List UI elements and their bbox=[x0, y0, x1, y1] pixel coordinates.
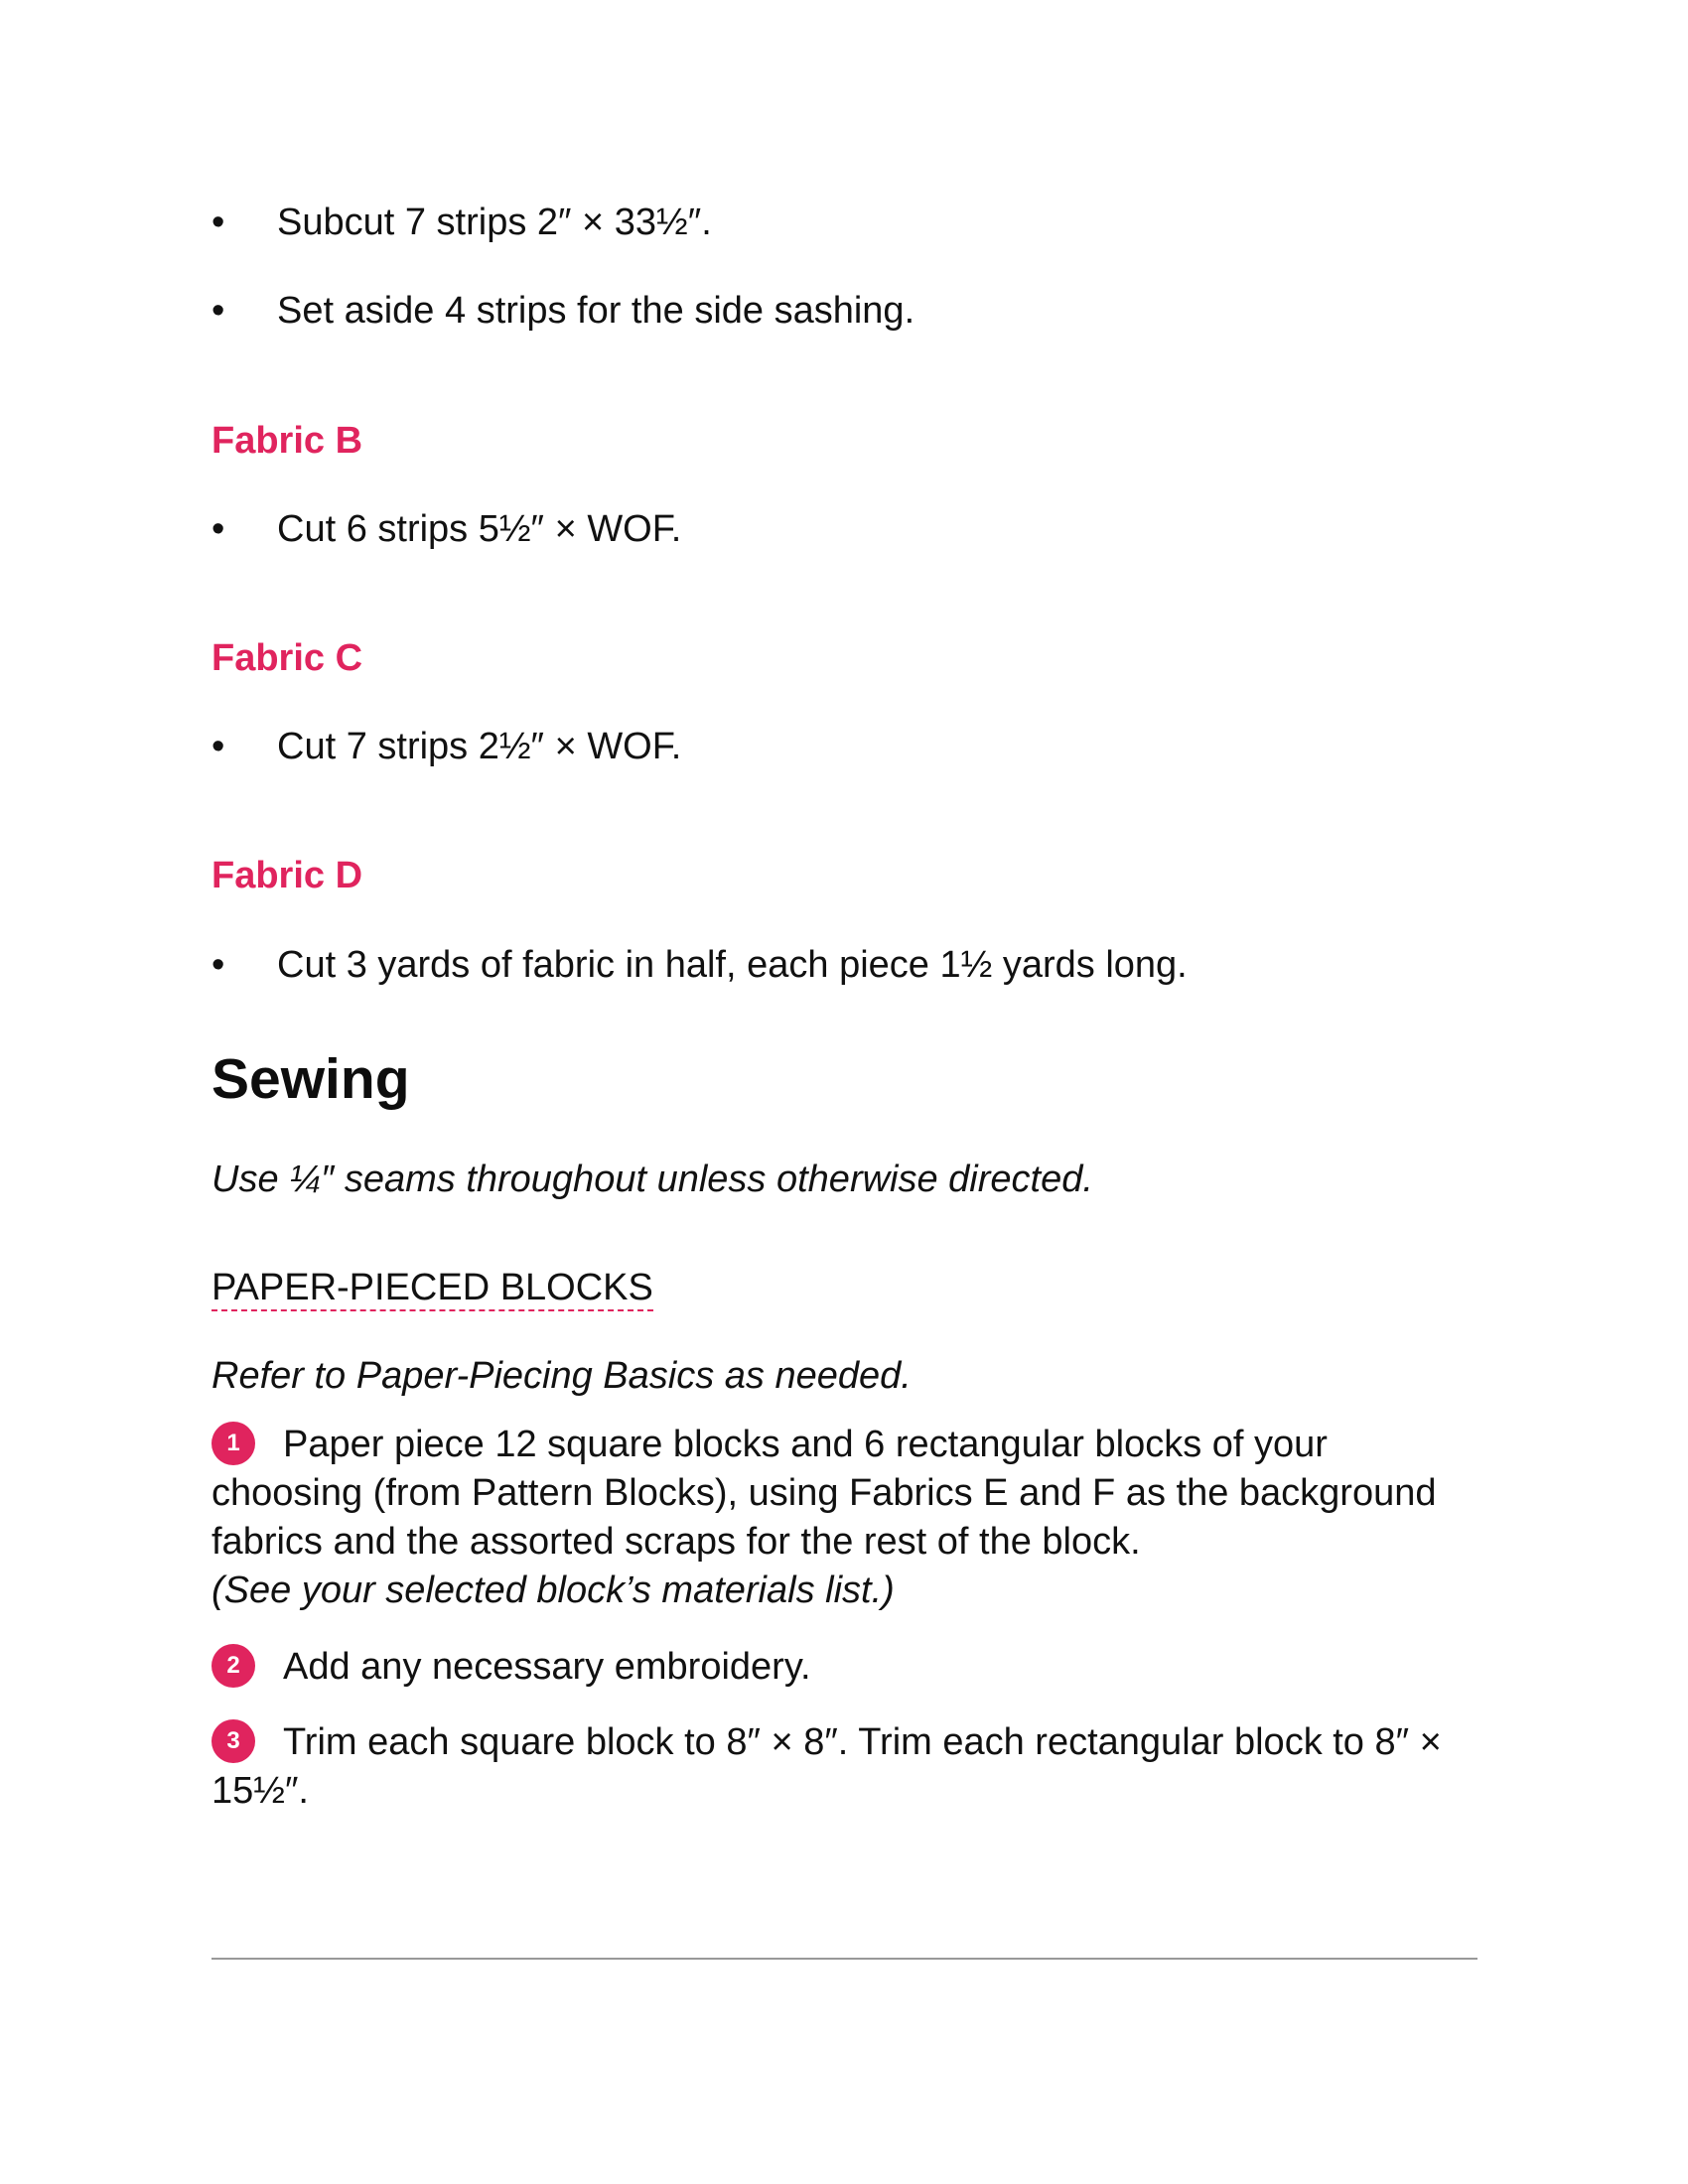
bullet-icon: • bbox=[211, 202, 225, 243]
seam-note: Use ¼″ seams throughout unless otherwise directed. bbox=[211, 1159, 1093, 1200]
fabric-d-heading: Fabric D bbox=[211, 855, 363, 896]
bullet-icon: • bbox=[211, 290, 225, 332]
list-item-text: Cut 7 strips 2½″ × WOF. bbox=[277, 726, 682, 767]
step-number-badge: 3 bbox=[211, 1719, 255, 1763]
step-2 bbox=[211, 1643, 1477, 1692]
list-item-text: Cut 3 yards of fabric in half, each piece 1½ yards long. bbox=[277, 944, 1188, 986]
sewing-section-title: Sewing bbox=[211, 1047, 410, 1111]
bullet-icon: • bbox=[211, 508, 225, 550]
refer-note: Refer to Paper-Piecing Basics as needed. bbox=[211, 1355, 912, 1397]
step-text: Add any necessary embroidery. bbox=[283, 1646, 811, 1688]
step-number-badge: 2 bbox=[211, 1644, 255, 1688]
list-item-text: Subcut 7 strips 2″ × 33½″. bbox=[277, 202, 712, 243]
bullet-icon: • bbox=[211, 944, 225, 986]
step-number-badge: 1 bbox=[211, 1422, 255, 1465]
step-3 bbox=[211, 1718, 1477, 1816]
bullet-icon: • bbox=[211, 726, 225, 767]
step-1 bbox=[211, 1421, 1477, 1615]
list-item-text: Cut 6 strips 5½″ × WOF. bbox=[277, 508, 682, 550]
step-text: Trim each square block to 8″ × 8″. Trim each rectangular block to 8″ × 15½″. bbox=[211, 1721, 1442, 1812]
fabric-c-heading: Fabric C bbox=[211, 637, 363, 679]
document-page bbox=[211, 0, 1477, 2184]
fabric-b-heading: Fabric B bbox=[211, 420, 363, 462]
step-text: Paper piece 12 square blocks and 6 rectangular blocks of your choosing (from Pattern Blocks), using Fabrics E and F as the background fabrics and the assorted scraps for the rest of the block. bbox=[211, 1424, 1437, 1563]
paper-pieced-blocks-heading: PAPER-PIECED BLOCKS bbox=[211, 1266, 653, 1311]
footer-divider bbox=[211, 1958, 1477, 1960]
step-italic-note: (See your selected block’s materials list.) bbox=[211, 1570, 895, 1611]
list-item-text: Set aside 4 strips for the side sashing. bbox=[277, 290, 915, 332]
